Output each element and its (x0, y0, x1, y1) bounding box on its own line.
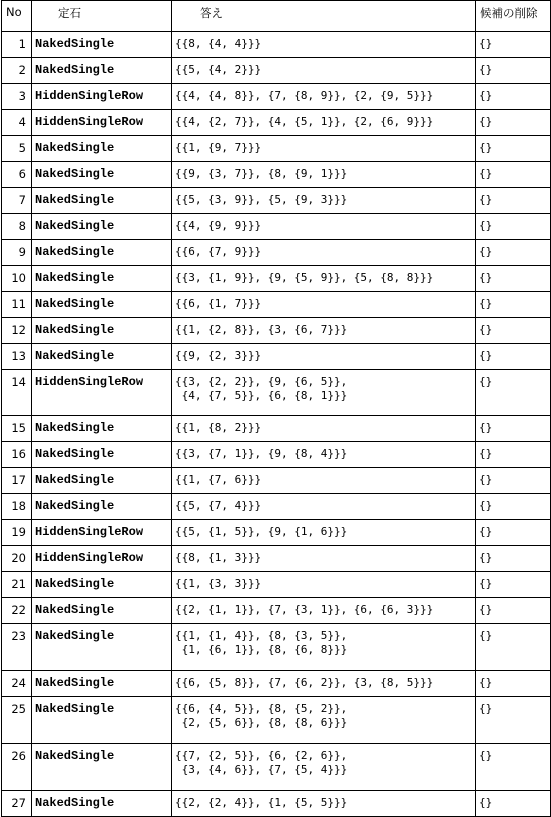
header-candidate-deletion: 候補の削除 (476, 1, 551, 32)
row-candidate-deletion: {} (476, 520, 551, 546)
row-no: 4 (2, 110, 32, 136)
row-answer: {{1, {9, 7}}} (172, 136, 476, 162)
row-answer: {{5, {7, 4}}} (172, 494, 476, 520)
row-answer: {{1, {7, 6}}} (172, 468, 476, 494)
row-no: 8 (2, 214, 32, 240)
row-no: 2 (2, 58, 32, 84)
table-row (2, 791, 551, 817)
header-answer: 答え (172, 1, 476, 32)
row-no: 3 (2, 84, 32, 110)
table-row (2, 318, 551, 344)
row-no: 16 (2, 442, 32, 468)
row-candidate-deletion: {} (476, 318, 551, 344)
row-candidate-deletion: {} (476, 136, 551, 162)
row-no: 21 (2, 572, 32, 598)
row-technique: NakedSingle (32, 468, 172, 494)
row-answer: {{9, {3, 7}}, {8, {9, 1}}} (172, 162, 476, 188)
row-technique: HiddenSingleRow (32, 370, 172, 416)
row-candidate-deletion: {} (476, 442, 551, 468)
row-no: 26 (2, 744, 32, 791)
row-answer: {{4, {4, 8}}, {7, {8, 9}}, {2, {9, 5}}} (172, 84, 476, 110)
row-candidate-deletion: {} (476, 214, 551, 240)
row-candidate-deletion: {} (476, 744, 551, 791)
row-answer: {{6, {4, 5}}, {8, {5, 2}}, {2, {5, 6}}, {8, {8, 6}}} (172, 697, 476, 744)
row-technique: NakedSingle (32, 214, 172, 240)
row-technique: HiddenSingleRow (32, 110, 172, 136)
row-answer: {{2, {2, 4}}, {1, {5, 5}}} (172, 791, 476, 817)
row-technique: NakedSingle (32, 344, 172, 370)
row-answer: {{2, {1, 1}}, {7, {3, 1}}, {6, {6, 3}}} (172, 598, 476, 624)
row-no: 18 (2, 494, 32, 520)
row-candidate-deletion: {} (476, 162, 551, 188)
row-answer: {{1, {8, 2}}} (172, 416, 476, 442)
row-no: 7 (2, 188, 32, 214)
row-technique: HiddenSingleRow (32, 520, 172, 546)
table-row (2, 572, 551, 598)
row-technique: NakedSingle (32, 266, 172, 292)
table-body (2, 32, 551, 817)
table-row (2, 416, 551, 442)
row-answer: {{5, {3, 9}}, {5, {9, 3}}} (172, 188, 476, 214)
sudoku-solution-table (1, 0, 551, 817)
row-candidate-deletion: {} (476, 240, 551, 266)
row-no: 10 (2, 266, 32, 292)
header-no: No (2, 1, 32, 32)
row-answer: {{3, {1, 9}}, {9, {5, 9}}, {5, {8, 8}}} (172, 266, 476, 292)
row-no: 13 (2, 344, 32, 370)
header-row (2, 1, 551, 32)
table-row (2, 468, 551, 494)
table-row (2, 744, 551, 791)
row-no: 5 (2, 136, 32, 162)
row-no: 22 (2, 598, 32, 624)
row-answer: {{4, {9, 9}}} (172, 214, 476, 240)
row-candidate-deletion: {} (476, 671, 551, 697)
row-technique: NakedSingle (32, 572, 172, 598)
row-answer: {{6, {5, 8}}, {7, {6, 2}}, {3, {8, 5}}} (172, 671, 476, 697)
row-no: 6 (2, 162, 32, 188)
row-answer: {{3, {2, 2}}, {9, {6, 5}}, {4, {7, 5}}, {6, {8, 1}}} (172, 370, 476, 416)
table-row (2, 442, 551, 468)
row-candidate-deletion: {} (476, 110, 551, 136)
row-answer: {{5, {1, 5}}, {9, {1, 6}}} (172, 520, 476, 546)
row-no: 24 (2, 671, 32, 697)
table-row (2, 84, 551, 110)
row-technique: NakedSingle (32, 494, 172, 520)
table-row (2, 32, 551, 58)
row-answer: {{8, {4, 4}}} (172, 32, 476, 58)
row-technique: NakedSingle (32, 136, 172, 162)
row-no: 14 (2, 370, 32, 416)
row-answer: {{5, {4, 2}}} (172, 58, 476, 84)
table-row (2, 266, 551, 292)
row-candidate-deletion: {} (476, 292, 551, 318)
row-answer: {{1, {1, 4}}, {8, {3, 5}}, {1, {6, 1}}, {8, {6, 8}}} (172, 624, 476, 671)
row-candidate-deletion: {} (476, 416, 551, 442)
row-candidate-deletion: {} (476, 598, 551, 624)
row-candidate-deletion: {} (476, 624, 551, 671)
table-row (2, 58, 551, 84)
row-candidate-deletion: {} (476, 697, 551, 744)
row-technique: NakedSingle (32, 292, 172, 318)
row-technique: NakedSingle (32, 162, 172, 188)
row-answer: {{6, {7, 9}}} (172, 240, 476, 266)
table-row (2, 671, 551, 697)
table-row (2, 697, 551, 744)
row-candidate-deletion: {} (476, 546, 551, 572)
row-answer: {{4, {2, 7}}, {4, {5, 1}}, {2, {6, 9}}} (172, 110, 476, 136)
table-row (2, 240, 551, 266)
row-answer: {{1, {2, 8}}, {3, {6, 7}}} (172, 318, 476, 344)
row-candidate-deletion: {} (476, 791, 551, 817)
row-technique: NakedSingle (32, 416, 172, 442)
row-technique: HiddenSingleRow (32, 84, 172, 110)
row-candidate-deletion: {} (476, 266, 551, 292)
row-answer: {{9, {2, 3}}} (172, 344, 476, 370)
row-no: 20 (2, 546, 32, 572)
row-technique: NakedSingle (32, 318, 172, 344)
row-candidate-deletion: {} (476, 58, 551, 84)
row-no: 1 (2, 32, 32, 58)
table-row (2, 546, 551, 572)
table-row (2, 188, 551, 214)
row-technique: NakedSingle (32, 744, 172, 791)
row-no: 27 (2, 791, 32, 817)
row-technique: NakedSingle (32, 624, 172, 671)
table-row (2, 370, 551, 416)
row-no: 9 (2, 240, 32, 266)
row-no: 11 (2, 292, 32, 318)
row-no: 19 (2, 520, 32, 546)
row-no: 25 (2, 697, 32, 744)
row-technique: NakedSingle (32, 240, 172, 266)
table-row (2, 598, 551, 624)
row-technique: NakedSingle (32, 671, 172, 697)
row-technique: HiddenSingleRow (32, 546, 172, 572)
row-candidate-deletion: {} (476, 370, 551, 416)
row-technique: NakedSingle (32, 598, 172, 624)
row-no: 12 (2, 318, 32, 344)
row-answer: {{8, {1, 3}}} (172, 546, 476, 572)
row-technique: NakedSingle (32, 791, 172, 817)
row-no: 17 (2, 468, 32, 494)
table-row (2, 162, 551, 188)
table-row (2, 110, 551, 136)
row-candidate-deletion: {} (476, 572, 551, 598)
table-row (2, 520, 551, 546)
row-candidate-deletion: {} (476, 32, 551, 58)
table-row (2, 344, 551, 370)
row-candidate-deletion: {} (476, 188, 551, 214)
table-row (2, 494, 551, 520)
table-row (2, 136, 551, 162)
row-technique: NakedSingle (32, 58, 172, 84)
row-technique: NakedSingle (32, 32, 172, 58)
row-no: 23 (2, 624, 32, 671)
row-no: 15 (2, 416, 32, 442)
row-answer: {{7, {2, 5}}, {6, {2, 6}}, {3, {4, 6}}, {7, {5, 4}}} (172, 744, 476, 791)
table-row (2, 292, 551, 318)
row-candidate-deletion: {} (476, 468, 551, 494)
row-answer: {{3, {7, 1}}, {9, {8, 4}}} (172, 442, 476, 468)
row-candidate-deletion: {} (476, 344, 551, 370)
table-row (2, 214, 551, 240)
table-row (2, 624, 551, 671)
row-answer: {{1, {3, 3}}} (172, 572, 476, 598)
row-answer: {{6, {1, 7}}} (172, 292, 476, 318)
row-candidate-deletion: {} (476, 84, 551, 110)
row-technique: NakedSingle (32, 188, 172, 214)
row-technique: NakedSingle (32, 442, 172, 468)
header-technique: 定石 (32, 1, 172, 32)
row-candidate-deletion: {} (476, 494, 551, 520)
row-technique: NakedSingle (32, 697, 172, 744)
